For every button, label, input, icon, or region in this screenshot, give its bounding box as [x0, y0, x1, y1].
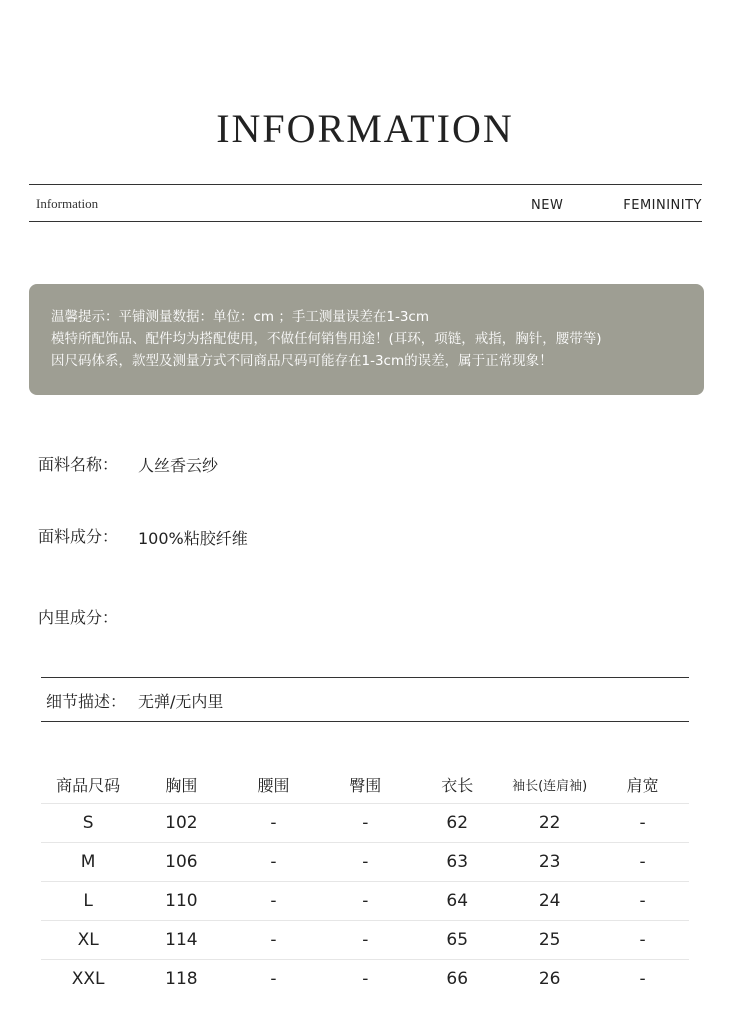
- cell-size: XXL: [41, 960, 135, 999]
- notice-line-1: 温馨提示：平铺测量数据：单位：cm ；手工测量误差在1-3cm: [51, 309, 429, 325]
- cell-shoulder: -: [596, 882, 689, 921]
- detail-value: 无弹/无内里: [138, 692, 224, 711]
- cell-size: XL: [41, 921, 135, 960]
- cell-length: 63: [411, 843, 503, 882]
- fabric-name-value: 人丝香云纱: [138, 456, 219, 475]
- cell-sleeve: 26: [503, 960, 596, 999]
- cell-size: L: [41, 882, 135, 921]
- detail-label: 细节描述：: [46, 692, 127, 711]
- table-row: [41, 960, 689, 999]
- table-row: [41, 843, 689, 882]
- cell-waist: -: [228, 960, 320, 999]
- cell-shoulder: -: [596, 960, 689, 999]
- cell-shoulder: -: [596, 804, 689, 843]
- info-bar-new: NEW: [531, 198, 564, 213]
- cell-chest: 114: [135, 921, 227, 960]
- cell-sleeve: 25: [503, 921, 596, 960]
- cell-shoulder: -: [596, 921, 689, 960]
- fabric-composition-value: 100%粘胶纤维: [138, 529, 248, 548]
- cell-waist: -: [228, 921, 320, 960]
- table-row: [41, 921, 689, 960]
- info-bar-label: Information: [36, 196, 99, 211]
- cell-length: 65: [411, 921, 503, 960]
- cell-shoulder: -: [596, 843, 689, 882]
- cell-hip: -: [319, 921, 411, 960]
- cell-size: S: [41, 804, 135, 843]
- size-table: [41, 765, 689, 998]
- header-shoulder: 肩宽: [626, 775, 659, 795]
- cell-length: 62: [411, 804, 503, 843]
- header-sleeve: 袖长(连肩袖): [512, 778, 588, 794]
- header-chest: 胸围: [165, 775, 198, 795]
- info-bar-femininity: FEMININITY: [623, 198, 702, 213]
- detail-bottom-divider: [41, 721, 689, 722]
- header-length: 衣长: [441, 775, 474, 795]
- header-hip: 臀围: [349, 775, 382, 795]
- page-title: INFORMATION: [216, 106, 514, 151]
- cell-waist: -: [228, 882, 320, 921]
- cell-length: 64: [411, 882, 503, 921]
- cell-hip: -: [319, 960, 411, 999]
- fabric-composition-label: 面料成分：: [38, 527, 119, 546]
- notice-box: [29, 284, 704, 395]
- cell-size: M: [41, 843, 135, 882]
- detail-top-divider: [41, 677, 689, 678]
- cell-chest: 106: [135, 843, 227, 882]
- cell-hip: -: [319, 804, 411, 843]
- cell-chest: 102: [135, 804, 227, 843]
- cell-chest: 118: [135, 960, 227, 999]
- header-size: 商品尺码: [56, 775, 121, 795]
- cell-length: 66: [411, 960, 503, 999]
- info-bar: [29, 184, 702, 222]
- table-row: [41, 882, 689, 921]
- notice-line-2: 模特所配饰品、配件均为搭配使用，不做任何销售用途！(耳环，项链，戒指，胸针，腰带等): [51, 331, 602, 347]
- cell-sleeve: 23: [503, 843, 596, 882]
- lining-label: 内里成分：: [38, 608, 119, 627]
- fabric-name-label: 面料名称：: [38, 455, 119, 474]
- table-row: [41, 804, 689, 843]
- notice-line-3: 因尺码体系，款型及测量方式不同商品尺码可能存在1-3cm的误差，属于正常现象！: [51, 353, 553, 369]
- cell-sleeve: 22: [503, 804, 596, 843]
- cell-waist: -: [228, 843, 320, 882]
- header-waist: 腰围: [257, 775, 290, 795]
- cell-hip: -: [319, 843, 411, 882]
- cell-hip: -: [319, 882, 411, 921]
- cell-chest: 110: [135, 882, 227, 921]
- cell-waist: -: [228, 804, 320, 843]
- size-table-header: [41, 765, 689, 804]
- cell-sleeve: 24: [503, 882, 596, 921]
